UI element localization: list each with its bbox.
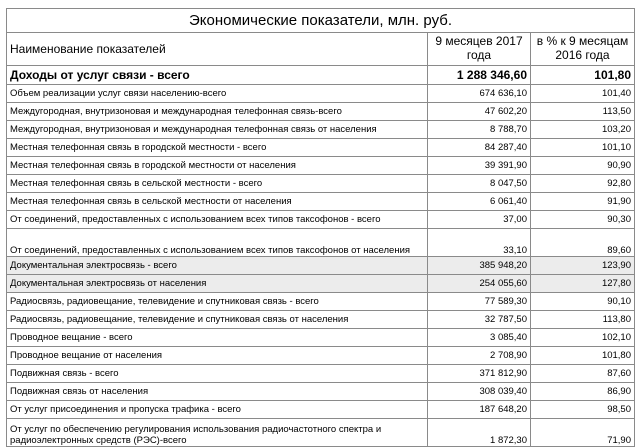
- table-row: [7, 383, 635, 401]
- row-name: От соединений, предоставленных с использованием всех типов таксофонов - всего: [7, 211, 428, 229]
- table-row: [7, 85, 635, 103]
- table-row: [7, 175, 635, 193]
- table-row: [7, 365, 635, 383]
- row-percent: 113,50: [531, 103, 635, 121]
- table-title: Экономические показатели, млн. руб.: [7, 9, 635, 33]
- total-value: 1 288 346,60: [428, 66, 531, 85]
- row-value: 39 391,90: [428, 157, 531, 175]
- row-value: 77 589,30: [428, 293, 531, 311]
- economic-indicators-table: [6, 8, 635, 447]
- table-row: [7, 157, 635, 175]
- table-row: [7, 211, 635, 229]
- row-value: 6 061,40: [428, 193, 531, 211]
- header-name: Наименование показателей: [7, 33, 428, 66]
- row-name: От услуг присоединения и пропуска трафика - всего: [7, 401, 428, 419]
- row-percent: 98,50: [531, 401, 635, 419]
- row-value: 1 872,30: [428, 419, 531, 447]
- row-name: От соединений, предоставленных с использованием всех типов таксофонов от населения: [7, 229, 428, 257]
- total-name: Доходы от услуг связи - всего: [7, 66, 428, 85]
- row-value: 371 812,90: [428, 365, 531, 383]
- table-row: [7, 229, 635, 257]
- table-row: [7, 193, 635, 211]
- total-percent: 101,80: [531, 66, 635, 85]
- row-name: Подвижная связь от населения: [7, 383, 428, 401]
- row-name: Междугородная, внутризоновая и международная телефонная связь от населения: [7, 121, 428, 139]
- table-row: [7, 329, 635, 347]
- row-value: 385 948,20: [428, 257, 531, 275]
- table-row: [7, 257, 635, 275]
- row-name: Местная телефонная связь в сельской местности - всего: [7, 175, 428, 193]
- row-percent: 113,80: [531, 311, 635, 329]
- table-header-row: [7, 33, 635, 66]
- header-period: 9 месяцев 2017 года: [428, 33, 531, 66]
- row-value: 308 039,40: [428, 383, 531, 401]
- row-name: Местная телефонная связь в городской местности - всего: [7, 139, 428, 157]
- row-percent: 71,90: [531, 419, 635, 447]
- row-name: Подвижная связь - всего: [7, 365, 428, 383]
- table-row: [7, 401, 635, 419]
- row-value: 47 602,20: [428, 103, 531, 121]
- row-value: 674 636,10: [428, 85, 531, 103]
- row-percent: 89,60: [531, 229, 635, 257]
- row-name: Проводное вещание - всего: [7, 329, 428, 347]
- table-row: [7, 293, 635, 311]
- row-value: 187 648,20: [428, 401, 531, 419]
- table-title-row: [7, 9, 635, 33]
- table-row: [7, 139, 635, 157]
- row-value: 8 788,70: [428, 121, 531, 139]
- table-row: [7, 103, 635, 121]
- row-name: Междугородная, внутризоновая и международная телефонная связь-всего: [7, 103, 428, 121]
- row-percent: 101,80: [531, 347, 635, 365]
- row-name: От услуг по обеспечению регулирования использования радиочастотного спектра и радиоэлектронных средств (РЭС)-всего: [7, 419, 428, 447]
- row-percent: 90,10: [531, 293, 635, 311]
- row-name: Документальная электросвязь от населения: [7, 275, 428, 293]
- row-percent: 90,30: [531, 211, 635, 229]
- row-name: Объем реализации услуг связи населению-всего: [7, 85, 428, 103]
- row-value: 32 787,50: [428, 311, 531, 329]
- row-percent: 103,20: [531, 121, 635, 139]
- row-value: 2 708,90: [428, 347, 531, 365]
- row-percent: 127,80: [531, 275, 635, 293]
- row-value: 33,10: [428, 229, 531, 257]
- table-row: [7, 347, 635, 365]
- table-row: [7, 311, 635, 329]
- row-percent: 92,80: [531, 175, 635, 193]
- row-percent: 90,90: [531, 157, 635, 175]
- row-name: Радиосвязь, радиовещание, телевидение и спутниковая связь - всего: [7, 293, 428, 311]
- economic-indicators-table-wrapper: [6, 8, 634, 447]
- row-percent: 101,10: [531, 139, 635, 157]
- row-name: Местная телефонная связь в сельской местности от населения: [7, 193, 428, 211]
- row-value: 37,00: [428, 211, 531, 229]
- table-row: [7, 275, 635, 293]
- row-percent: 101,40: [531, 85, 635, 103]
- row-value: 84 287,40: [428, 139, 531, 157]
- table-row: [7, 121, 635, 139]
- row-value: 254 055,60: [428, 275, 531, 293]
- row-value: 3 085,40: [428, 329, 531, 347]
- row-percent: 123,90: [531, 257, 635, 275]
- row-value: 8 047,50: [428, 175, 531, 193]
- row-percent: 87,60: [531, 365, 635, 383]
- table-row: [7, 419, 635, 447]
- total-row: [7, 66, 635, 85]
- row-name: Документальная электросвязь - всего: [7, 257, 428, 275]
- header-percent: в % к 9 месяцам 2016 года: [531, 33, 635, 66]
- row-name: Проводное вещание от населения: [7, 347, 428, 365]
- row-name: Радиосвязь, радиовещание, телевидение и спутниковая связь от населения: [7, 311, 428, 329]
- row-percent: 102,10: [531, 329, 635, 347]
- row-percent: 86,90: [531, 383, 635, 401]
- row-name: Местная телефонная связь в городской местности от населения: [7, 157, 428, 175]
- row-percent: 91,90: [531, 193, 635, 211]
